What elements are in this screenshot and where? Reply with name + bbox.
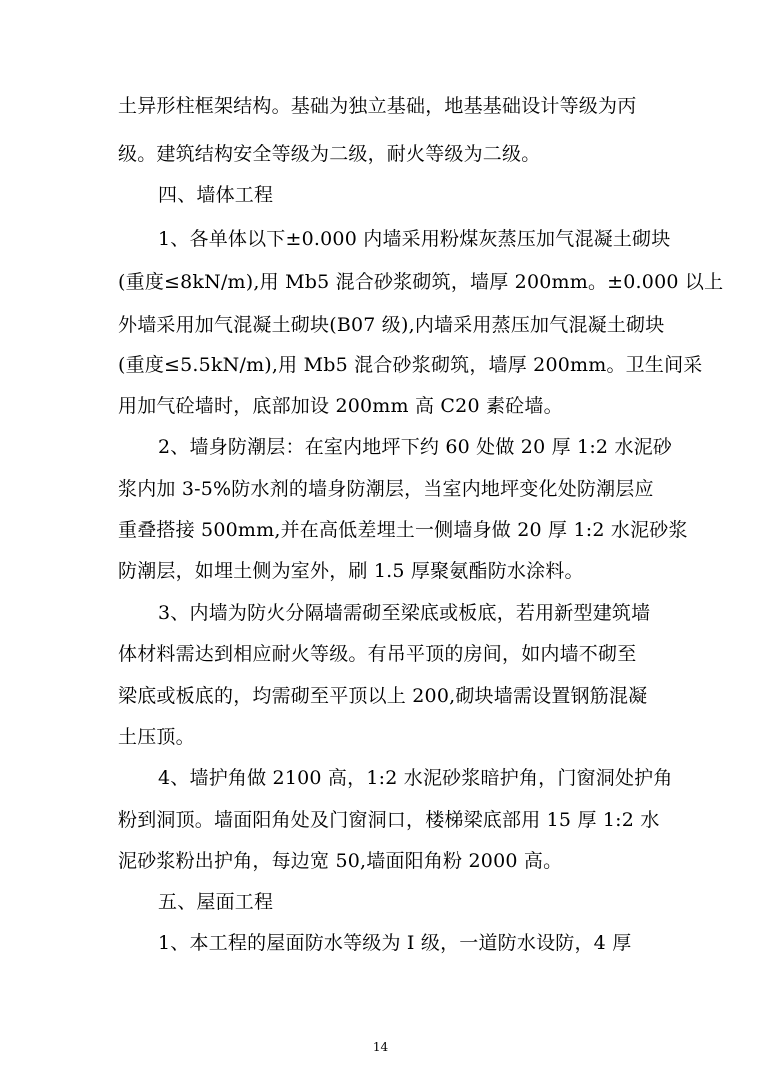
text-line: 防潮层，如埋土侧为室外，刷 1.5 厚聚氨酯防水涂料。 bbox=[118, 560, 584, 582]
text-line: 2、墙身防潮层：在室内地坪下约 60 处做 20 厚 1:2 水泥砂 bbox=[158, 436, 673, 458]
text-line: 体材料需达到相应耐火等级。有吊平顶的房间，如内墙不砌至 bbox=[118, 643, 637, 665]
page-number: 14 bbox=[372, 1040, 389, 1054]
text-line: 梁底或板底的，均需砌至平顶以上 200,砌块墙需设置钢筋混凝 bbox=[118, 685, 648, 707]
text-line: 浆内加 3-5%防水剂的墙身防潮层，当室内地坪变化处防潮层应 bbox=[118, 478, 654, 500]
text-line: 1、本工程的屋面防水等级为 I 级，一道防水设防，4 厚 bbox=[158, 932, 632, 954]
section-heading: 五、屋面工程 bbox=[158, 891, 274, 913]
text-line: 重叠搭接 500mm,并在高低差埋土一侧墙身做 20 厚 1:2 水泥砂浆 bbox=[118, 519, 688, 541]
text-line: 粉到洞顶。墙面阳角处及门窗洞口，楼梯梁底部用 15 厚 1:2 水 bbox=[118, 809, 660, 831]
text-line: 1、各单体以下±0.000 内墙采用粉煤灰蒸压加气混凝土砌块 bbox=[158, 228, 671, 250]
text-line: 用加气砼墙时，底部加设 200mm 高 C20 素砼墙。 bbox=[118, 395, 563, 417]
text-line: 土异形柱框架结构。基础为独立基础，地基基础设计等级为丙 bbox=[118, 95, 637, 117]
section-heading: 四、墙体工程 bbox=[158, 184, 274, 206]
text-line: (重度≤5.5kN/m),用 Mb5 混合砂浆砌筑，墙厚 200mm。卫生间采 bbox=[118, 354, 703, 376]
text-line: 泥砂浆粉出护角，每边宽 50,墙面阳角粉 2000 高。 bbox=[118, 850, 563, 872]
text-line: 4、墙护角做 2100 高，1:2 水泥砂浆暗护角，门窗洞处护角 bbox=[158, 767, 673, 789]
text-line: 外墙采用加气混凝土砌块(B07 级),内墙采用蒸压加气混凝土砌块 bbox=[118, 314, 665, 336]
text-line: 土压顶。 bbox=[118, 726, 195, 748]
text-line: 级。建筑结构安全等级为二级，耐火等级为二级。 bbox=[118, 143, 541, 165]
text-line: (重度≤8kN/m),用 Mb5 混合砂浆砌筑，墙厚 200mm。±0.000 以上 bbox=[118, 271, 724, 293]
text-line: 3、内墙为防火分隔墙需砌至梁底或板底，若用新型建筑墙 bbox=[158, 602, 651, 624]
